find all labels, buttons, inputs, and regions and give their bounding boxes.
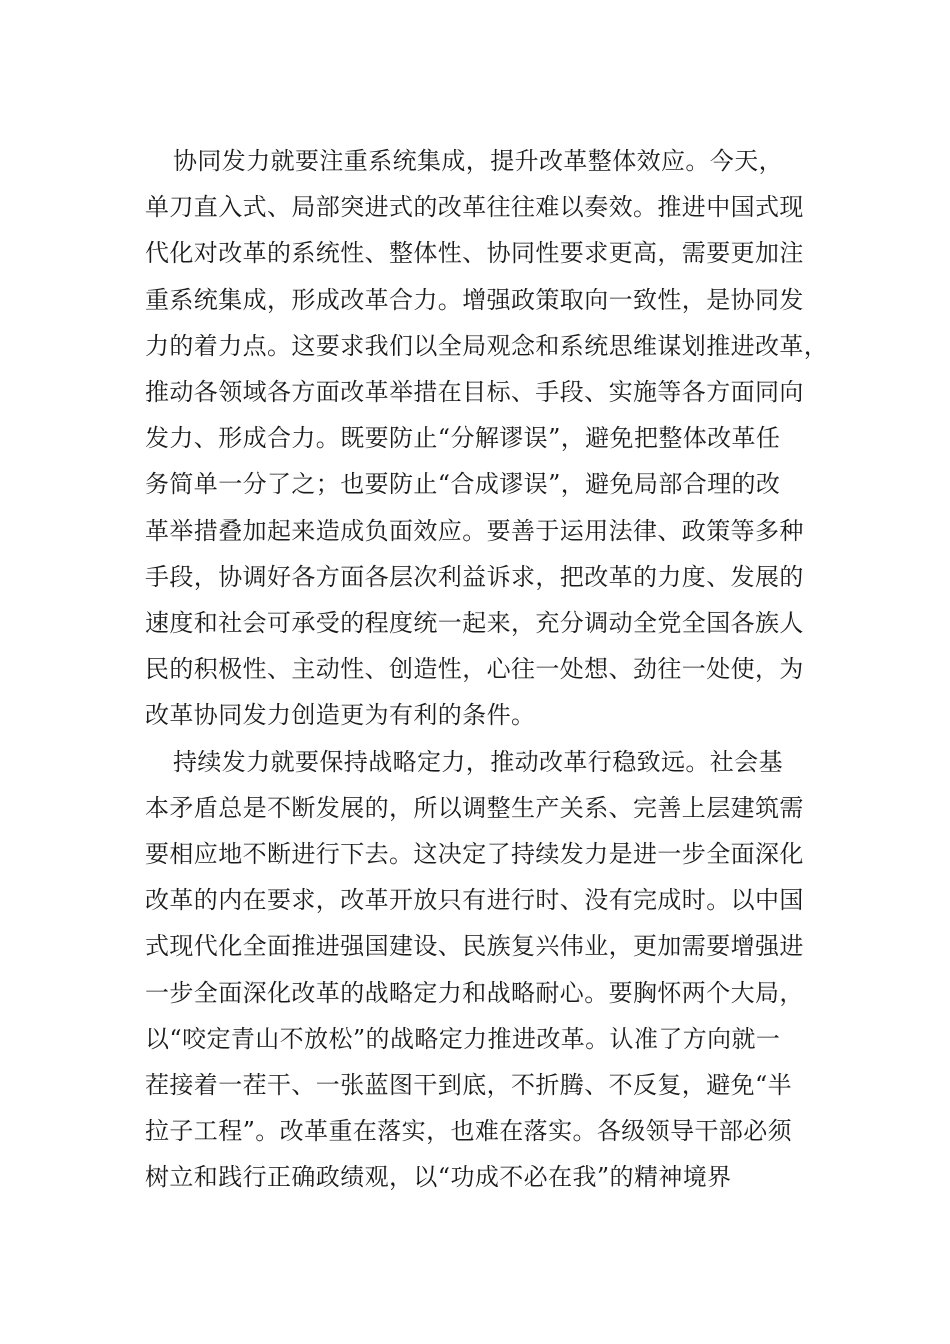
text-line: 要相应地不断进行下去。这决定了持续发力是进一步全面深化 bbox=[145, 840, 804, 869]
text-line: 手段，协调好各方面各层次利益诉求，把改革的力度、发展的 bbox=[145, 562, 804, 591]
text-line: 以“咬定青山不放松”的战略定力推进改革。认准了方向就一 bbox=[145, 1024, 781, 1053]
text-line: 推动各领域各方面改革举措在目标、手段、实施等各方面同向 bbox=[145, 378, 804, 407]
text-line: 重系统集成，形成改革合力。增强政策取向一致性，是协同发 bbox=[145, 285, 804, 314]
text-line: 改革的内在要求，改革开放只有进行时、没有完成时。以中国 bbox=[145, 886, 804, 915]
text-line: 持续发力就要保持战略定力，推动改革行稳致远。社会基 bbox=[173, 747, 783, 776]
text-line: 一步全面深化改革的战略定力和战略耐心。要胸怀两个大局， bbox=[145, 978, 804, 1007]
text-line: 协同发力就要注重系统集成，提升改革整体效应。今天， bbox=[173, 147, 783, 175]
text-line: 革举措叠加起来造成负面效应。要善于运用法律、政策等多种 bbox=[145, 516, 804, 545]
text-line: 发力、形成合力。既要防止“分解谬误”，避免把整体改革任 bbox=[145, 424, 781, 453]
text-line: 民的积极性、主动性、创造性，心往一处想、劲往一处使，为 bbox=[145, 655, 804, 684]
text-line: 代化对改革的系统性、整体性、协同性要求更高，需要更加注 bbox=[145, 239, 804, 268]
text-line: 本矛盾总是不断发展的，所以调整生产关系、完善上层建筑需 bbox=[145, 793, 804, 822]
paragraph-coordinated-effort bbox=[145, 138, 835, 739]
text-line: 力的着力点。这要求我们以全局观念和系统思维谋划推进改革， bbox=[145, 331, 829, 360]
text-line: 拉子工程”。改革重在落实，也难在落实。各级领导干部必须 bbox=[145, 1117, 793, 1146]
text-line: 务简单一分了之；也要防止“合成谬误”，避免局部合理的改 bbox=[145, 470, 781, 499]
paragraph-sustained-effort bbox=[145, 739, 835, 1201]
text-line: 茬接着一茬干、一张蓝图干到底，不折腾、不反复，避免“半 bbox=[145, 1071, 793, 1100]
text-line: 单刀直入式、局部突进式的改革往往难以奏效。推进中国式现 bbox=[145, 193, 804, 222]
document-body bbox=[145, 138, 835, 1201]
text-line: 改革协同发力创造更为有利的条件。 bbox=[145, 701, 536, 730]
text-line: 速度和社会可承受的程度统一起来，充分调动全党全国各族人 bbox=[145, 609, 804, 638]
text-line: 式现代化全面推进强国建设、民族复兴伟业，更加需要增强进 bbox=[145, 932, 804, 961]
text-line: 树立和践行正确政绩观，以“功成不必在我”的精神境界 bbox=[145, 1163, 732, 1192]
